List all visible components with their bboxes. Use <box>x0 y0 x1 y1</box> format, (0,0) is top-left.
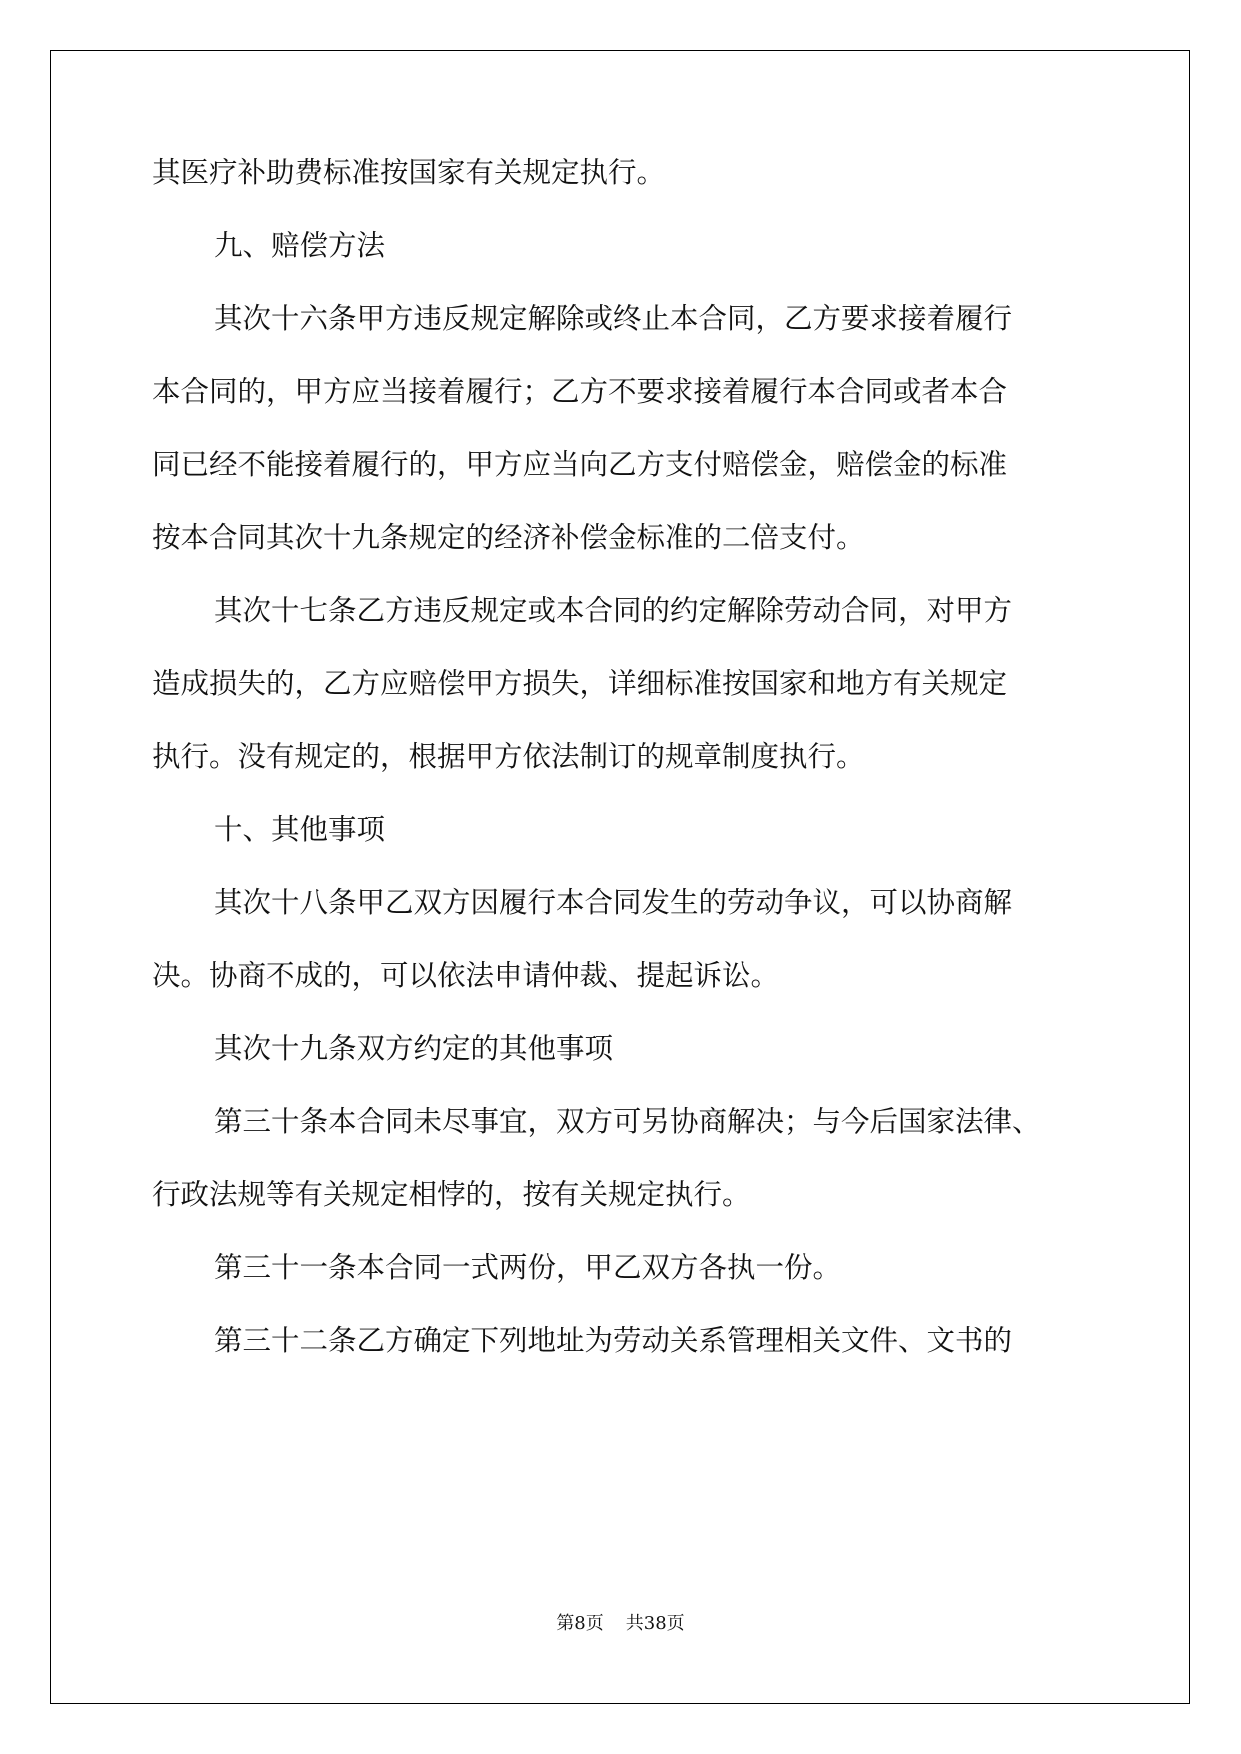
body-line: 决。协商不成的，可以依法申请仲裁、提起诉讼。 <box>152 959 780 992</box>
body-line: 其次十九条双方约定的其他事项 <box>214 1032 614 1065</box>
body-line: 本合同的，甲方应当接着履行；乙方不要求接着履行本合同或者本合 <box>152 375 1008 408</box>
body-line: 其次十六条甲方违反规定解除或终止本合同，乙方要求接着履行 <box>214 302 1013 335</box>
page-footer <box>0 1612 1241 1636</box>
section-heading: 九、赔偿方法 <box>214 229 386 262</box>
body-line: 第三十二条乙方确定下列地址为劳动关系管理相关文件、文书的 <box>214 1324 1013 1357</box>
body-line: 造成损失的，乙方应赔偿甲方损失，详细标准按国家和地方有关规定 <box>152 667 1008 700</box>
page-total: 共38页 <box>625 1613 685 1634</box>
body-line: 执行。没有规定的，根据甲方依法制订的规章制度执行。 <box>152 740 865 773</box>
body-line: 其医疗补助费标准按国家有关规定执行。 <box>152 156 666 189</box>
body-line: 第三十一条本合同一式两份，甲乙双方各执一份。 <box>214 1251 842 1284</box>
body-line: 行政法规等有关规定相悖的，按有关规定执行。 <box>152 1178 751 1211</box>
body-line: 其次十七条乙方违反规定或本合同的约定解除劳动合同，对甲方 <box>214 594 1013 627</box>
body-line: 同已经不能接着履行的，甲方应当向乙方支付赔偿金，赔偿金的标准 <box>152 448 1008 481</box>
page-number: 第8页 <box>556 1613 604 1634</box>
body-line: 其次十八条甲乙双方因履行本合同发生的劳动争议，可以协商解 <box>214 886 1013 919</box>
section-heading: 十、其他事项 <box>214 813 386 846</box>
body-line: 第三十条本合同未尽事宜，双方可另协商解决；与今后国家法律、 <box>214 1105 1041 1138</box>
body-line: 按本合同其次十九条规定的经济补偿金标准的二倍支付。 <box>152 521 865 554</box>
